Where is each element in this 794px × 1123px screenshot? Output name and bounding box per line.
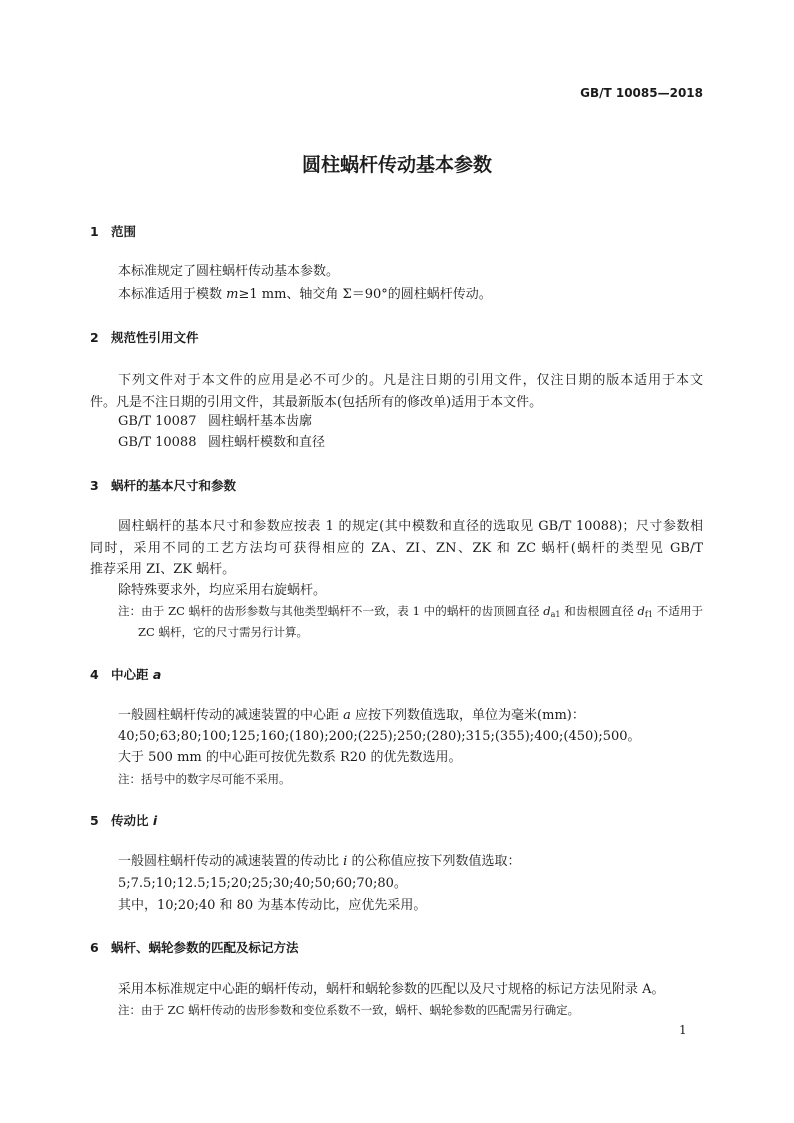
variable-a: a	[152, 667, 162, 682]
note-line: 注：括号中的数字尽可能不采用。	[118, 772, 291, 786]
value-series: 5;7.5;10;12.5;15;20;25;30;40;50;60;70;80。	[118, 876, 407, 891]
section-2-heading	[90, 330, 199, 346]
variable-d: d	[543, 604, 551, 618]
text-segment: ≥1 mm、轴交角 Σ＝90°的圆柱蜗杆传动。	[238, 287, 492, 302]
note-line: 注：由于 ZC 蜗杆传动的齿形参数和变位系数不一致，蜗杆、蜗轮参数的匹配需另行确定。	[118, 1003, 580, 1017]
reference-item	[118, 414, 312, 430]
section-number: 4	[90, 667, 99, 682]
variable-d: d	[637, 604, 645, 618]
paragraph-line: 同时，采用不同的工艺方法均可获得相应的 ZA、ZI、ZN、ZK 和 ZC 蜗杆(蜗杆的类型见 GB/T	[90, 541, 703, 556]
standard-code: GB/T 10085—2018	[580, 86, 703, 100]
subscript: a1	[550, 610, 561, 618]
reference-title: 圆柱蜗杆基本齿廓	[208, 414, 313, 429]
section-1-heading	[90, 224, 136, 240]
variable-a: a	[343, 708, 351, 723]
section-title: 中心距	[111, 667, 153, 682]
reference-item	[118, 435, 325, 451]
paragraph-line	[118, 708, 585, 724]
reference-code: GB/T 10088	[118, 435, 197, 450]
variable-m: m	[226, 287, 239, 302]
note-line: ZC 蜗杆，它的尺寸需另行计算。	[138, 625, 308, 639]
paragraph-line	[118, 854, 520, 870]
text-segment: 一般圆柱蜗杆传动的减速装置的中心距	[118, 708, 344, 723]
section-number: 6	[90, 940, 99, 955]
variable-i: i	[343, 854, 348, 869]
paragraph-line: 采用本标准规定中心距的蜗杆传动，蜗杆和蜗轮参数的匹配以及尺寸规格的标记方法见附录 A。	[118, 982, 665, 997]
text-segment: 和齿根圆直径	[560, 604, 638, 618]
paragraph-line: 本标准规定了圆柱蜗杆传动基本参数。	[118, 264, 340, 279]
paragraph-line: 除特殊要求外，均应采用右旋蜗杆。	[118, 583, 327, 598]
paragraph-line: 圆柱蜗杆的基本尺寸和参数应按表 1 的规定(其中模数和直径的选取见 GB/T 10088)；尺寸参数相	[118, 519, 703, 534]
value-series: 40;50;63;80;100;125;160;(180);200;(225);250;(280);315;(355);400;(450);500。	[118, 729, 641, 744]
text-segment: 本标准适用于模数	[118, 287, 227, 302]
text-segment: 的公称值应按下列数值选取：	[347, 854, 521, 869]
section-6-heading	[90, 940, 299, 956]
text-segment: 不适用于	[652, 604, 703, 618]
paragraph-line: 下列文件对于本文件的应用是必不可少的。凡是注日期的引用文件，仅注日期的版本适用于本文	[118, 373, 703, 388]
section-title: 范围	[111, 224, 137, 239]
section-number: 5	[90, 813, 99, 828]
text-segment: 注：由于 ZC 蜗杆的齿形参数与其他类型蜗杆不一致，表 1 中的蜗杆的齿顶圆直径	[118, 604, 544, 618]
reference-code: GB/T 10087	[118, 414, 197, 429]
section-title: 传动比	[111, 813, 153, 828]
paragraph-line	[118, 287, 492, 303]
section-number: 2	[90, 330, 99, 345]
paragraph-line: 推荐采用 ZI、ZK 蜗杆。	[90, 562, 236, 577]
variable-i: i	[152, 813, 158, 828]
section-3-heading	[90, 478, 236, 494]
subscript: f1	[644, 610, 653, 618]
note-line	[118, 604, 703, 618]
page-number: 1	[679, 1023, 687, 1037]
document-title: 圆柱蜗杆传动基本参数	[301, 154, 492, 176]
section-number: 3	[90, 478, 99, 493]
paragraph-line: 件。凡是不注日期的引用文件，其最新版本(包括所有的修改单)适用于本文件。	[90, 395, 543, 410]
section-number: 1	[90, 224, 99, 239]
text-segment: 一般圆柱蜗杆传动的减速装置的传动比	[118, 854, 344, 869]
text-segment: 应按下列数值选取，单位为毫米(mm)：	[350, 708, 585, 723]
section-title: 规范性引用文件	[111, 330, 199, 345]
section-4-heading	[90, 667, 161, 683]
section-title: 蜗杆的基本尺寸和参数	[111, 478, 237, 493]
reference-title: 圆柱蜗杆模数和直径	[208, 435, 326, 450]
paragraph-line: 其中，10;20;40 和 80 为基本传动比，应优先采用。	[118, 898, 427, 913]
section-title: 蜗杆、蜗轮参数的匹配及标记方法	[111, 940, 299, 955]
section-5-heading	[90, 813, 157, 829]
paragraph-line: 大于 500 mm 的中心距可按优先数系 R20 的优先数选用。	[118, 750, 462, 765]
